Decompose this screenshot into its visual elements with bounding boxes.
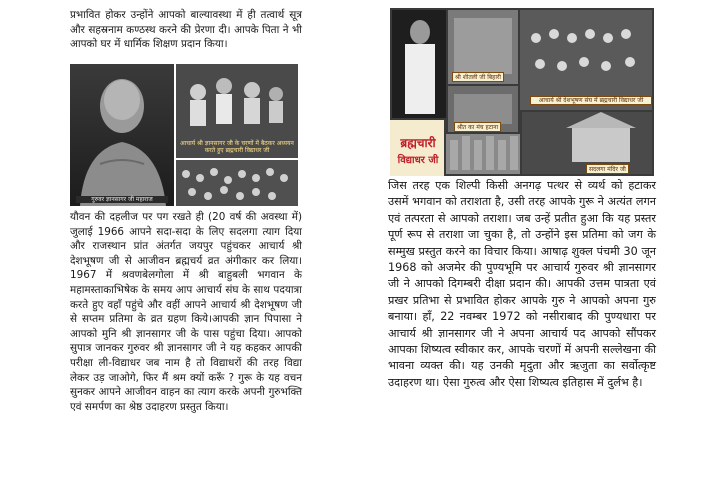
group-photo-caption: आचार्य श्री देशभूषण संघ में ब्रह्मचारी विद्याधर जी (530, 96, 652, 105)
portrait-caption: गुरुवर ज्ञानसागर जी महाराज (76, 196, 168, 203)
portrait-photo (70, 64, 174, 206)
group-study-photo (176, 64, 298, 158)
left-intro-paragraph: प्रभावित होकर उन्होंने आपको बाल्यावस्था में ही तत्वार्थ सूत्र और सहस्रनाम कण्ठस्थ करने की प्रेरणा दी। आपके पिता ने भी आपको घर में धार्मिक शिक्षण प्रदान किया। (70, 9, 302, 51)
collage-title-line2: विद्याधर जी (397, 155, 439, 166)
portrait-figure (70, 64, 174, 206)
collage-title-line1: ब्रह्मचारी (400, 136, 436, 150)
crowd-figures (176, 160, 298, 206)
house-photo-caption: सदलगा मंदिर जी (586, 164, 629, 174)
group-study-caption: आचार्य श्री ज्ञानसागर जी के चरणों में बैठकर अध्ययन करते हुए ब्रह्मचारी विद्याधर जी (180, 140, 294, 154)
left-body-paragraph: यौवन की दहलीज पर पग रखते ही (20 वर्ष की अवस्था में) जुलाई 1966 आपने सदा-सदा के लिए सदलगा त्याग दिया और राजस्थान प्रांत अंतर्गत जयपुर पहुंचकर आचार्य श्री देशभूषण जी से आजीवन ब्रह्मचर्य व्रत अंगीकार कर लिया। 1967 में श्रवणबेलगोला में श्री बाहुबली भगवान के महामस्ताकाभिषेक के समय आप आचार्य संघ के साथ पदयात्रा करते हुए वहाँ पहुंचे और वहीं आपने आचार्य श्री देशभूषण जी से सप्तम प्रतिमा के व्रत ग्रहण किये।आपकी ज्ञान पिपासा ने आपको मुनि श्री ज्ञानसागर जी के पास पहुंचा दिया। आपको सुपात्र जानकर गुरुवर श्री ज्ञानसागर जी ने यह कहकर आपकी परीक्षा ली-विद्याधर जब नाम है तो विद्याधरों की तरह विद्या लेकर उड़ जाओगे, फिर मैं श्रम क्यों करूँ ? गुरू के यह वचन सुनकर आपने आजीवन वाहन का त्याग करके अपनी गुरुभक्ति एवं समर्पण का श्रेष्ठ उदाहरण प्रस्तुत किया। (70, 211, 302, 413)
right-body-paragraph: जिस तरह एक शिल्पी किसी अनगढ़ पत्थर से व्यर्थ को हटाकर उसमें भगवान को तराशता है, उसी तरह आपके गुरू ने अत्यंत लगन एवं तत्परता से आपको तराशा। जब उन्हें प्रतीत हुआ कि यह प्रस्तर पूर्ण रूप से तराशा जा चुका है, तो उन्होंने इस प्रतिमा को जग के सम्मुख प्रस्तुत करने का विचार किया। आषाढ़ शुक्ल पंचमी 30 जून 1968 को अजमेर की पुण्यभूमि पर आचार्य गुरुवर श्री ज्ञानसागर जी ने आपको दिगम्बरी दीक्षा प्रदान की। आपकी उत्तम पात्रता एवं प्रखर प्रतिभा से प्रभावित होकर आपके गुरु ने आपको अपना गुरु बनाया। हाँ, 22 नवम्बर 1972 को नसीराबाद की पुण्यधारा पर आचार्य श्री ज्ञानसागर जी ने अपना आचार्य पद आपको सौंपकर आपका शिष्यत्व स्वीकार कर, आपके चरणों में अपनी सल्लेखना की भावना व्यक्त की। यह उनकी मृदुता और ऋजुता का सर्वोत्कृष्ट उदाहरण था। ऐसा गुरुत्व और ऐसा शिष्यत्व इतिहास में दुर्लभ है। (388, 179, 656, 389)
temple-photo-caption: श्रीत का मंच हटाना (454, 122, 501, 132)
right-collage (390, 8, 654, 176)
crowd-photo (176, 160, 298, 206)
standing-photo-caption: श्री शीतली जी बिहारी (452, 72, 504, 82)
